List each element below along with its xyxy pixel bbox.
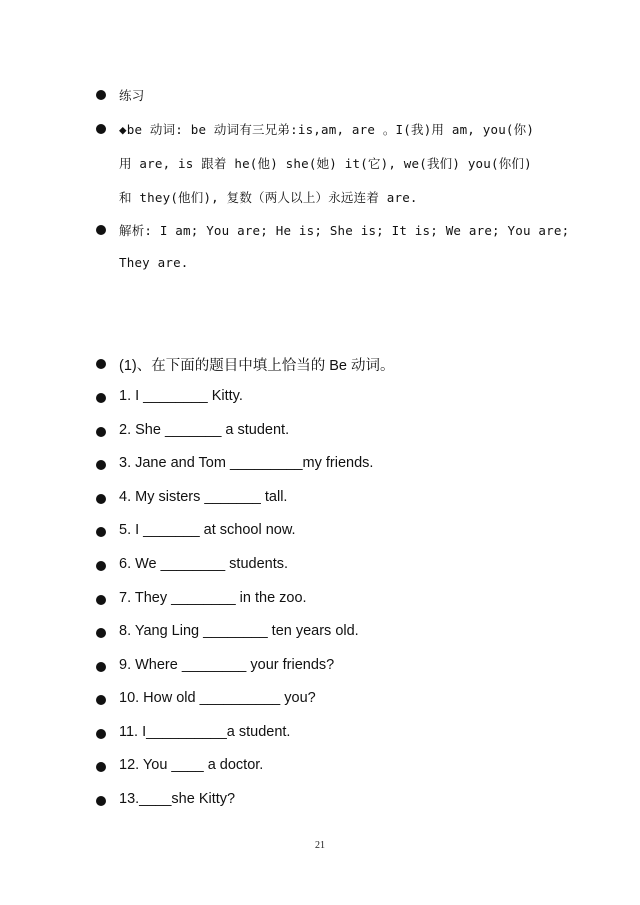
bullet-icon bbox=[96, 527, 106, 537]
bullet-icon bbox=[96, 695, 106, 705]
bullet-icon bbox=[96, 662, 106, 672]
bullet-icon bbox=[96, 460, 106, 470]
question-text: 11. I__________a student. bbox=[119, 724, 291, 740]
bullet-icon bbox=[96, 393, 106, 403]
question-text: 13.____she Kitty? bbox=[119, 791, 236, 807]
question-text: 8. Yang Ling ________ ten years old. bbox=[119, 623, 359, 639]
rule-text-line-2: 用 are, is 跟着 he(他) she(她) it(它), we(我们) you(你们) bbox=[119, 156, 532, 171]
bullet-icon bbox=[96, 359, 106, 369]
bullet-icon bbox=[96, 628, 106, 638]
bullet-icon bbox=[96, 124, 106, 134]
question-text: 4. My sisters _______ tall. bbox=[119, 489, 288, 505]
analysis-text-line-2: They are. bbox=[119, 255, 189, 270]
question-text: 7. They ________ in the zoo. bbox=[119, 590, 307, 606]
rule-text-line-1: ◆be 动词: be 动词有三兄弟:is,am, are 。I(我)用 am, you(你) bbox=[119, 122, 535, 137]
question-text: 3. Jane and Tom _________my friends. bbox=[119, 455, 374, 471]
bullet-icon bbox=[96, 796, 106, 806]
question-text: 9. Where ________ your friends? bbox=[119, 657, 335, 673]
question-text: 6. We ________ students. bbox=[119, 556, 289, 572]
question-text: 12. You ____ a doctor. bbox=[119, 757, 264, 773]
bullet-icon bbox=[96, 595, 106, 605]
page-number: 21 bbox=[315, 840, 325, 851]
bullet-icon bbox=[96, 729, 106, 739]
exercise-instruction: (1)、在下面的题目中填上恰当的 Be 动词。 bbox=[119, 358, 395, 374]
rule-text-line-3: 和 they(他们), 复数（两人以上）永远连着 are. bbox=[119, 190, 418, 205]
question-text: 2. She _______ a student. bbox=[119, 422, 290, 438]
bullet-icon bbox=[96, 762, 106, 772]
bullet-icon bbox=[96, 494, 106, 504]
question-text: 5. I _______ at school now. bbox=[119, 522, 296, 538]
bullet-icon bbox=[96, 90, 106, 100]
analysis-text-line-1: 解析: I am; You are; He is; She is; It is; We are; You are; bbox=[119, 223, 570, 238]
bullet-icon bbox=[96, 225, 106, 235]
section-heading: 练习 bbox=[119, 88, 145, 103]
question-text: 1. I ________ Kitty. bbox=[119, 388, 243, 404]
bullet-icon bbox=[96, 427, 106, 437]
bullet-icon bbox=[96, 561, 106, 571]
question-text: 10. How old __________ you? bbox=[119, 690, 316, 706]
